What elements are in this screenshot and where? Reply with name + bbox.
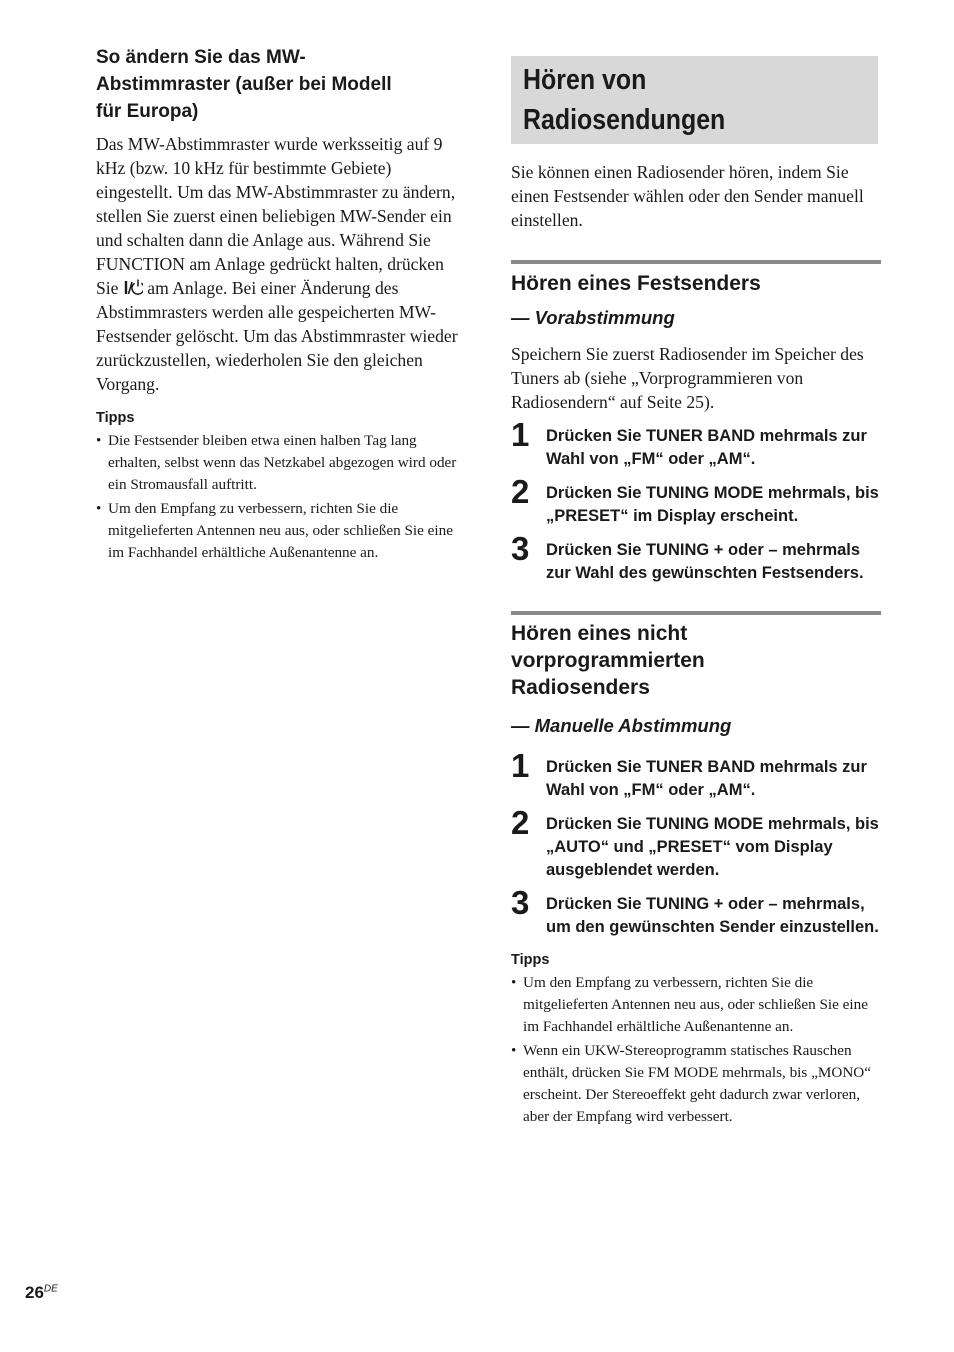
right-column [511, 56, 881, 1130]
tips-list [511, 972, 881, 1128]
section-title-festsender: Hören eines Festsenders [511, 272, 761, 295]
section-subtitle: — Manuelle Abstimmung [511, 715, 732, 736]
step-3 [511, 530, 881, 585]
page-number: 26DE [25, 1283, 58, 1302]
section-intro: Speichern Sie zuerst Radiosender im Speicher des Tuners ab (siehe „Vorprogrammieren von Radiosendern“ auf Seite 25). [511, 344, 864, 412]
step-1 [511, 747, 881, 802]
heading-line: für Europa) [96, 101, 199, 122]
step-number: 1 [511, 747, 530, 784]
step-text: Drücken Sie TUNING + oder – mehrmals, um den gewünschten Sender einzustellen. [546, 895, 879, 936]
intro-paragraph: Sie können einen Radiosender hören, indem Sie einen Festsender wählen oder den Sender manuell einstellen. [511, 162, 864, 230]
chapter-banner [511, 56, 878, 144]
step-2 [511, 804, 881, 882]
step-text: Drücken Sie TUNING MODE mehrmals, bis „AUTO“ und „PRESET“ vom Display ausgeblendet werden. [546, 815, 879, 879]
paragraph-part: Das MW-Abstimmraster wurde werksseitig auf 9 kHz (bzw. 10 kHz für bestimmte Gebiete) eingestellt. Um das MW-Abstimmraster zu ändern, stellen Sie zuerst einen beliebigen MW-Sender ein und schalten dann die Anlage aus. Während Sie FUNCTION am Anlage gedrückt halten, drücken Sie [96, 134, 456, 298]
step-3 [511, 884, 881, 939]
step-text: Drücken Sie TUNING + oder – mehrmals zur Wahl des gewünschten Festsenders. [546, 541, 864, 582]
step-text: Drücken Sie TUNER BAND mehrmals zur Wahl von „FM“ oder „AM“. [546, 758, 867, 799]
section-divider [511, 611, 881, 615]
mw-raster-heading [96, 44, 468, 125]
section-subtitle: — Vorabstimmung [511, 307, 675, 328]
paragraph-part: am Anlage. Bei einer Änderung des Abstimmrasters werden alle gespeicherten MW-Festsender gelöscht. Um das Abstimmraster wieder zurückzustellen, wiederholen Sie den gleichen Vorgang. [96, 278, 458, 394]
tipps-label: Tipps [511, 952, 550, 968]
step-number: 2 [511, 473, 530, 510]
step-text: Drücken Sie TUNER BAND mehrmals zur Wahl von „FM“ oder „AM“. [546, 427, 867, 468]
tipps-label: Tipps [96, 410, 135, 426]
heading-line: Abstimmraster (außer bei Modell [96, 74, 392, 95]
list-item: • Wenn ein UKW-Stereoprogramm statisches Rauschen enthält, drücken Sie FM MODE mehrmals, bis „MONO“ erscheint. Der Stereoeffekt geht dadurch zwar verloren, aber der Empfang wird verbessert. [511, 1042, 871, 1125]
list-item: • Um den Empfang zu verbessern, richten Sie die mitgelieferten Antennen neu aus, oder schließen Sie eine im Fachhandel erhältliche Außenantenne an. [511, 974, 868, 1035]
mw-raster-paragraph [96, 132, 468, 396]
list-item: • Um den Empfang zu verbessern, richten Sie die mitgelieferten Antennen neu aus, oder schließen Sie eine im Fachhandel erhältliche Außenantenne an. [96, 500, 453, 561]
heading-line: So ändern Sie das MW- [96, 47, 306, 68]
step-number: 3 [511, 884, 530, 921]
step-number: 1 [511, 416, 530, 453]
step-number: 3 [511, 530, 530, 567]
step-number: 2 [511, 804, 530, 841]
step-1 [511, 416, 881, 471]
tips-list [96, 430, 468, 564]
section-title-manuell: Hören eines nicht vorprogrammierten Radiosenders [511, 622, 705, 699]
section-divider [511, 260, 881, 264]
step-text: Drücken Sie TUNING MODE mehrmals, bis „PRESET“ im Display erscheint. [546, 484, 879, 525]
list-item: • Die Festsender bleiben etwa einen halben Tag lang erhalten, selbst wenn das Netzkabel abgezogen wird oder ein Stromausfall auftritt. [96, 432, 457, 493]
left-column [96, 44, 468, 566]
power-standby-icon [123, 279, 143, 297]
chapter-title: Hören von Radiosendungen [523, 64, 726, 136]
step-2 [511, 473, 881, 528]
